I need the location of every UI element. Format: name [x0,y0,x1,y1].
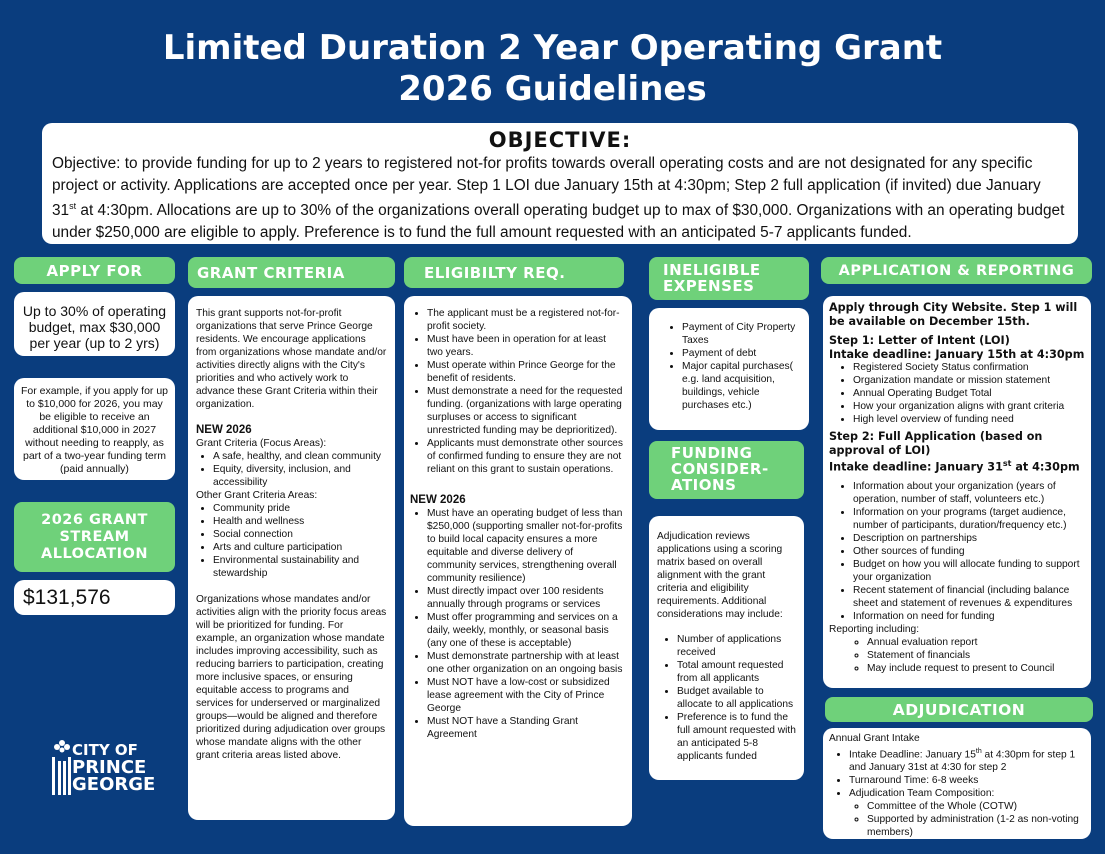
list-item: • Preference is to fund the full amount requested with an anticipated 5-8 applicants funded [677,711,796,763]
funding-intro: Adjudication reviews applications using a scoring matrix based on overall alignment with the grant criteria and eligibility requirements. Additional considerations may include: [657,531,783,620]
list-item: • Must have an operating budget of less than $250,000 (supporting smaller not-for-profits to build local capacity ensures a more equitable and diverse delivery of community services, strengthening overall community resilience) [427,507,624,585]
list-item: • Environmental sustainability and stewardship [213,554,387,580]
title-line-2: 2026 Guidelines [398,69,707,109]
list-item: • Annual Operating Budget Total [853,387,1085,400]
list-item: • How your organization aligns with grant criteria [853,400,1085,413]
list-item: • Number of applications received [677,633,796,659]
eligibility-new-heading: NEW 2026 [410,494,466,506]
funding-header-line-3: ATIONS [671,476,737,494]
step2-deadline-b: at 4:30pm [1011,460,1080,474]
list-item: • The applicant must be a registered not-for-profit society. [427,307,624,333]
step1-list [829,361,1085,426]
eligibility-card [404,296,632,826]
list-item: • Information on your programs (target audience, number of participants, duration/frequency etc.) [853,506,1085,532]
step2-deadline [829,457,1085,474]
list-item: ◦ Statement of financials [867,649,1085,662]
adjudication-card [823,728,1091,839]
other-areas-label: Other Grant Criteria Areas: [196,490,318,501]
list-item: • Must demonstrate a need for the requested funding. (organizations with large operating surpluses or access to significant unrestricted funding may be deprioritized). [427,385,624,437]
adjudication-header: ADJUDICATION [825,697,1093,722]
eligibility-new-list [410,507,624,741]
objective-heading: OBJECTIVE: [488,128,632,152]
list-item: • Major capital purchases( e.g. land acquisition, buildings, vehicle purchases etc.) [682,360,801,412]
title-line-1: Limited Duration 2 Year Operating Grant [162,28,943,68]
grant-criteria-intro: This grant supports not-for-profit organizations that serve Prince George residents. We encourage applications from organizations whose mandate and/or activities directly aligns with the City's priorities and who actively work to advance these Grant Criteria within their organization. [196,308,387,410]
funding-card [649,516,804,780]
list-item: ◦ Supported by administration (1-2 as non-voting members) [867,813,1085,839]
list-item: • Other sources of funding [853,545,1085,558]
list-item: • Must demonstrate partnership with at least one other organization on an ongoing basis [427,650,624,676]
eligibility-header: ELIGIBILTY REQ. [404,257,624,288]
step2-deadline-a: Intake deadline: January 31 [829,460,1003,474]
reporting-label: Reporting including: [829,624,920,636]
list-item: • Payment of City Property Taxes [682,321,801,347]
list-item: • Registered Society Status confirmation [853,361,1085,374]
application-card [823,296,1091,688]
list-item: • Total amount requested from all applicants [677,659,796,685]
list-item: • Turnaround Time: 6-8 weeks [849,774,1085,787]
step1-deadline: Intake deadline: January 15th at 4:30pm [829,347,1085,361]
other-areas-list [196,502,387,580]
objective-text-sup: st [69,201,77,211]
list-item [849,745,1085,774]
objective-text-part-2: at 4:30pm. Allocations are up to 30% of the organizations overall operating budget up to max of $30,000. Organizations with an operating budget under $250,000 are eligible to apply. Preference is to fund the full amount requested with an anticipated 5-7 applicants funded. [52,202,1065,241]
eligibility-list [410,307,624,476]
funding-header-line-2: CONSIDER- [671,460,769,478]
list-item: • Description on partnerships [853,532,1085,545]
list-item: • Must NOT have a low-cost or subsidized lease agreement with the City of Prince George [427,676,624,715]
list-item: • High level overview of funding need [853,413,1085,426]
ineligible-header-line-1: INELIGIBLE [663,261,761,279]
ineligible-header [649,257,809,300]
team-label: Adjudication Team Composition: [849,788,995,800]
grant-criteria-new-heading: NEW 2026 [196,424,252,436]
list-item: ◦ May include request to present to Council [867,662,1085,675]
allocation-header: 2026 GRANT STREAM ALLOCATION [14,502,175,572]
step2-title: Step 2: Full Application (based on approval of LOI) [829,430,1043,457]
list-item: • Must directly impact over 100 residents annually through programs or services [427,585,624,611]
grant-criteria-header: GRANT CRITERIA [188,257,395,288]
funding-list [657,633,796,763]
list-item: • Applicants must demonstrate other sources of confirmed funding to ensure they are not reliant on this grant to sustain operations. [427,437,624,476]
list-item: • A safe, healthy, and clean community [213,450,387,463]
logo-text [72,742,155,793]
intake-b: at 4:30pm for step 1 and January 31st at 4:30 for step 2 [849,749,1076,774]
logo-line-3: GEORGE [72,774,156,795]
list-item: • Must have been in operation for at least two years. [427,333,624,359]
step2-list [829,480,1085,623]
list-item: • Information on need for funding [853,610,1085,623]
focus-areas-label: Grant Criteria (Focus Areas): [196,438,327,449]
list-item: • Payment of debt [682,347,801,360]
list-item [849,787,1085,839]
ineligible-header-line-2: EXPENSES [663,277,755,295]
step1-title: Step 1: Letter of Intent (LOI) [829,334,1010,347]
list-item: • Must NOT have a Standing Grant Agreement [427,715,624,741]
list-item: • Arts and culture participation [213,541,387,554]
objective-card [42,123,1078,244]
reporting-list [829,636,1085,675]
adjudication-list [829,745,1085,839]
intake-sup: th [975,748,982,755]
step2-deadline-sup: st [1002,459,1012,468]
logo-line-1: CITY OF [72,741,138,759]
team-list [849,800,1085,839]
grant-criteria-closing: Organizations whose mandates and/or activities align with the priority focus areas will be prioritized for funding. For example, an organization whose mandate includes improving accessibility, such as reducing barriers to participation, creating more inclusive spaces, or ensuring equitable access to programs and services for underserved or marginalized groups—would be aligned and therefore prioritized during adjudication over groups whose mandate aligns with the other grant criteria areas listed above. [196,594,387,761]
list-item: • Community pride [213,502,387,515]
list-item: • Health and wellness [213,515,387,528]
intake-a: Intake Deadline: January 15 [849,749,976,761]
focus-areas-list [196,450,387,489]
objective-text-part-1: Objective: to provide funding for up to 2 years to registered not-for profits towards overall operating costs and are not designated for any specific project or activity. Applications are accepted once per year. Step 1 LOI due January 15th at 4:30pm; Step 2 full application (if invited) due January 31 [52,155,1041,220]
allocation-amount: $131,576 [14,580,175,615]
list-item: ◦ Committee of the Whole (COTW) [867,800,1085,813]
list-item: • Information about your organization (years of operation, number of staff, volunteers etc.) [853,480,1085,506]
funding-header [649,441,804,499]
ineligible-card [649,308,809,430]
application-header: APPLICATION & REPORTING [821,257,1092,284]
apply-line: Apply through City Website. Step 1 will be available on December 15th. [829,301,1078,328]
list-item: • Must offer programming and services on a daily, weekly, monthly, or seasonal basis (any one of these is acceptable) [427,611,624,650]
list-item: • Budget on how you will allocate funding to support your organization [853,558,1085,584]
page-title [0,28,1105,110]
list-item: • Equity, diversity, inclusion, and accessibility [213,463,387,489]
objective-text [52,153,1068,243]
apply-for-header: APPLY FOR [14,257,175,284]
list-item: • Must operate within Prince George for the benefit of residents. [427,359,624,385]
list-item: • Recent statement of financial (including balance sheet and statement of revenues & expenditures [853,584,1085,610]
grant-criteria-card [188,296,395,820]
list-item: • Social connection [213,528,387,541]
apply-for-summary: Up to 30% of operating budget, max $30,000 per year (up to 2 yrs) [14,292,175,356]
list-item: ◦ Annual evaluation report [867,636,1085,649]
list-item: • Budget available to allocate to all applications [677,685,796,711]
funding-header-line-1: FUNDING [671,444,753,462]
list-item: • Organization mandate or mission statement [853,374,1085,387]
apply-for-example: For example, if you apply for up to $10,000 for 2026, you may be eligible to receive an additional $10,000 in 2027 without needing to reapply, as part of a two-year funding term (paid annually) [14,378,175,480]
adjudication-label: Annual Grant Intake [829,733,920,744]
logo-line-2: PRINCE [72,757,147,778]
ineligible-list [665,321,801,412]
